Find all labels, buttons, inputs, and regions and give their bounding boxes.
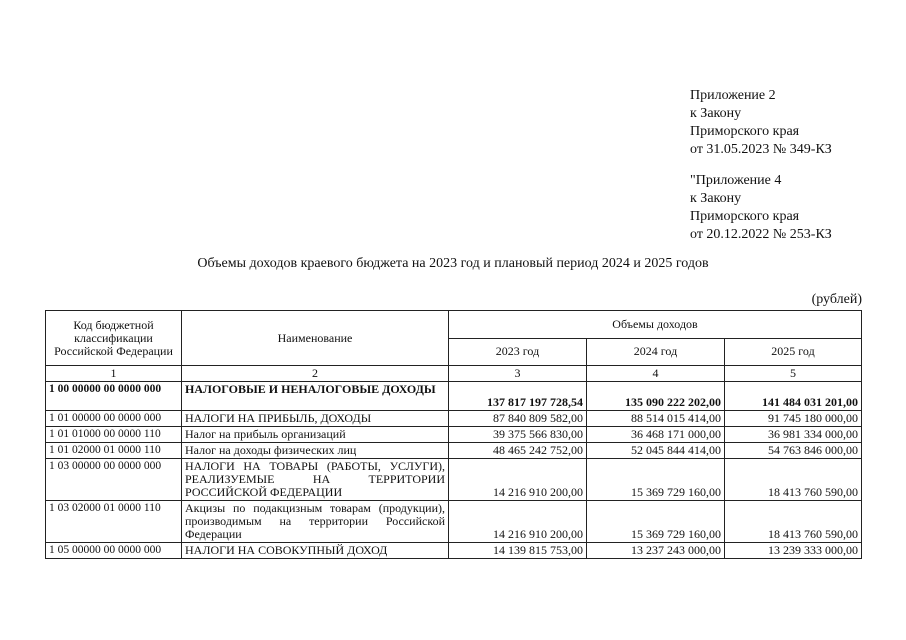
appendix-line: от 31.05.2023 № 349-КЗ (690, 142, 832, 157)
row-code: 1 03 00000 00 0000 000 (46, 459, 182, 501)
row-value-2024: 135 090 222 202,00 (587, 382, 725, 411)
row-name: НАЛОГИ НА СОВОКУПНЫЙ ДОХОД (182, 543, 449, 559)
row-code: 1 03 02000 01 0000 110 (46, 501, 182, 543)
table-row (46, 411, 862, 427)
table-row (46, 443, 862, 459)
column-number-row (46, 366, 862, 382)
appendix-line: Приморского края (690, 209, 800, 224)
appendix-line: Приморского края (690, 124, 800, 139)
appendix-line: Приложение 2 (690, 88, 776, 103)
row-value-2025: 141 484 031 201,00 (725, 382, 862, 411)
row-code: 1 01 02000 01 0000 110 (46, 443, 182, 459)
row-value-2024: 36 468 171 000,00 (587, 427, 725, 443)
unit-label: (рублей) (811, 292, 862, 307)
header-year-2023: 2023 год (449, 338, 587, 366)
row-name: НАЛОГОВЫЕ И НЕНАЛОГОВЫЕ ДОХОДЫ (182, 382, 449, 411)
row-name: Налог на прибыль организаций (182, 427, 449, 443)
row-value-2025: 91 745 180 000,00 (725, 411, 862, 427)
column-number: 4 (587, 366, 725, 382)
row-code: 1 01 01000 00 0000 110 (46, 427, 182, 443)
row-value-2025: 13 239 333 000,00 (725, 543, 862, 559)
row-name: НАЛОГИ НА ТОВАРЫ (РАБОТЫ, УСЛУГИ), РЕАЛИЗУЕМЫЕ НА ТЕРРИТОРИИ РОССИЙСКОЙ ФЕДЕРАЦИИ (182, 459, 449, 501)
table-row (46, 427, 862, 443)
row-value-2024: 15 369 729 160,00 (587, 501, 725, 543)
appendix-reference-old (690, 172, 890, 244)
row-name: Акцизы по подакцизным товарам (продукции), производимым на территории Российской Федерации (182, 501, 449, 543)
row-value-2024: 88 514 015 414,00 (587, 411, 725, 427)
column-number: 5 (725, 366, 862, 382)
row-name: НАЛОГИ НА ПРИБЫЛЬ, ДОХОДЫ (182, 411, 449, 427)
table-row (46, 382, 862, 411)
row-code: 1 01 00000 00 0000 000 (46, 411, 182, 427)
row-value-2023: 39 375 566 830,00 (449, 427, 587, 443)
appendix-reference-new (690, 87, 890, 159)
budget-revenue-table (45, 310, 862, 559)
appendix-line: от 20.12.2022 № 253-КЗ (690, 227, 832, 242)
row-name: Налог на доходы физических лиц (182, 443, 449, 459)
header-volumes: Объемы доходов (449, 311, 862, 339)
row-value-2023: 48 465 242 752,00 (449, 443, 587, 459)
header-code: Код бюджетной классификации Российской Федерации (46, 311, 182, 366)
row-value-2023: 87 840 809 582,00 (449, 411, 587, 427)
header-year-2024: 2024 год (587, 338, 725, 366)
appendix-line: "Приложение 4 (690, 173, 782, 188)
row-value-2023: 14 139 815 753,00 (449, 543, 587, 559)
header-name: Наименование (182, 311, 449, 366)
row-value-2023: 137 817 197 728,54 (449, 382, 587, 411)
row-value-2023: 14 216 910 200,00 (449, 459, 587, 501)
column-number: 3 (449, 366, 587, 382)
appendix-line: к Закону (690, 191, 742, 206)
row-value-2024: 13 237 243 000,00 (587, 543, 725, 559)
row-value-2025: 36 981 334 000,00 (725, 427, 862, 443)
row-value-2025: 18 413 760 590,00 (725, 459, 862, 501)
row-value-2025: 18 413 760 590,00 (725, 501, 862, 543)
column-number: 1 (46, 366, 182, 382)
row-value-2023: 14 216 910 200,00 (449, 501, 587, 543)
column-number: 2 (182, 366, 449, 382)
row-value-2025: 54 763 846 000,00 (725, 443, 862, 459)
table-row (46, 543, 862, 559)
row-value-2024: 15 369 729 160,00 (587, 459, 725, 501)
table-row (46, 459, 862, 501)
document-title: Объемы доходов краевого бюджета на 2023 год и плановый период 2024 и 2025 годов (197, 256, 709, 271)
row-code: 1 00 00000 00 0000 000 (46, 382, 182, 411)
appendix-line: к Закону (690, 106, 742, 121)
row-code: 1 05 00000 00 0000 000 (46, 543, 182, 559)
table-row (46, 501, 862, 543)
row-value-2024: 52 045 844 414,00 (587, 443, 725, 459)
header-year-2025: 2025 год (725, 338, 862, 366)
